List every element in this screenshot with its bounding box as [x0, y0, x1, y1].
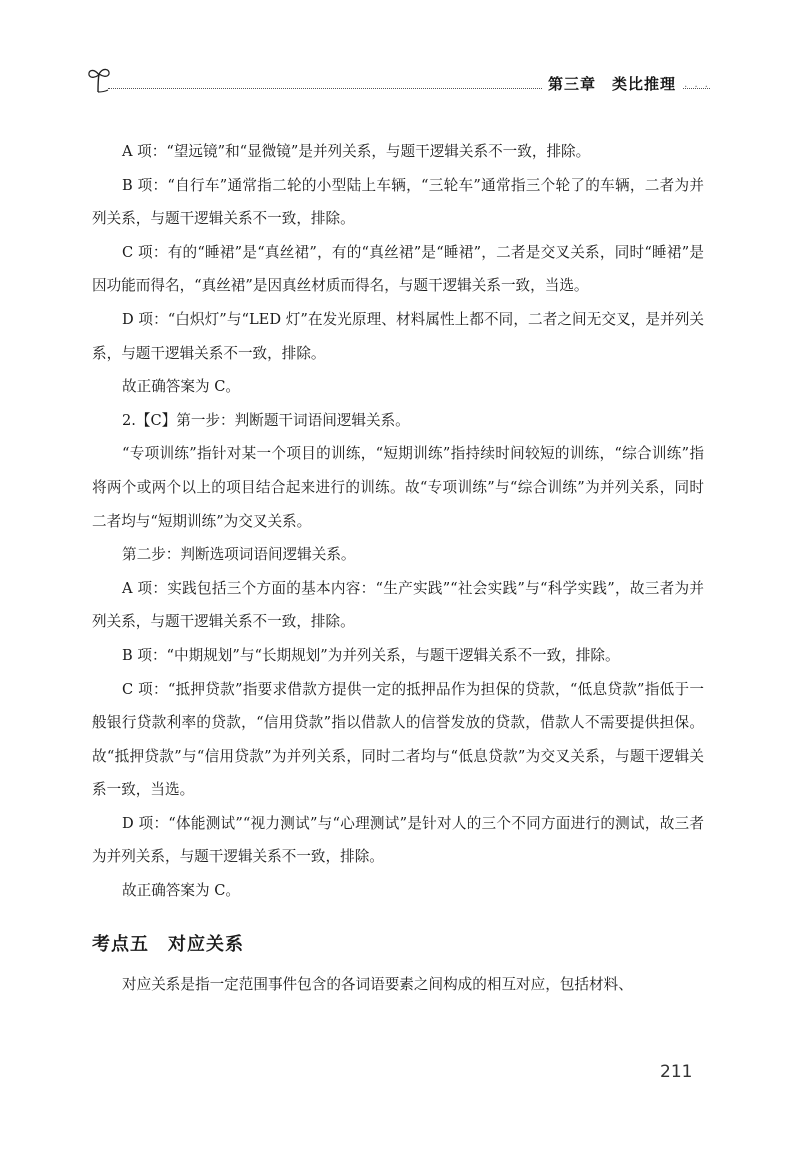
sprout-icon [86, 64, 112, 98]
section-heading: 考点五 对应关系 [92, 933, 244, 955]
running-header [86, 62, 710, 102]
page-body [92, 135, 704, 1001]
page-number: 211 [660, 1062, 693, 1082]
paragraph: A 项：“望远镜”和“显微镜”是并列关系，与题干逻辑关系不一致，排除。 [122, 143, 591, 160]
paragraph: 故正确答案为 C。 [122, 882, 240, 900]
paragraph: 对应关系是指一定范围事件包含的各词语要素之间构成的相互对应，包括材料、 [122, 975, 633, 993]
paragraph: D 项：“白炽灯”与“LED 灯”在发光原理、材料属性上都不同，二者之间无交叉，是并列关系，与题干逻辑关系不一致，排除。 [92, 310, 704, 362]
chapter-title: 第三章 类比推理 [542, 73, 682, 94]
paragraph: 第二步：判断选项词语间逻辑关系。 [122, 546, 356, 564]
paragraph: “专项训练”指针对某一个项目的训练，“短期训练”指持续时间较短的训练，“综合训练”指将两个或两个以上的项目结合起来进行的训练。故“专项训练”与“综合训练”为并列关系，同时二者均与“短期训练”为交叉关系。 [92, 445, 704, 530]
paragraph: C 项：“抵押贷款”指要求借款方提供一定的抵押品作为担保的贷款，“低息贷款”指低于一般银行贷款利率的贷款，“信用贷款”指以借款人的信誉发放的贷款，借款人不需要提供担保。故“抵押贷款”与“信用贷款”为并列关系，同时二者均与“低息贷款”为交叉关系，与题干逻辑关系一致，当选。 [92, 680, 704, 799]
paragraph: 故正确答案为 C。 [122, 378, 240, 396]
header-trailing-dots: · · · [684, 82, 710, 93]
paragraph: 2.【C】第一步：判断题干词语间逻辑关系。 [122, 411, 410, 429]
paragraph: C 项：有的“睡裙”是“真丝裙”，有的“真丝裙”是“睡裙”，二者是交叉关系，同时“睡裙”是因功能而得名，“真丝裙”是因真丝材质而得名，与题干逻辑关系一致，当选。 [92, 243, 704, 295]
paragraph: D 项：“体能测试”“视力测试”与“心理测试”是针对人的三个不同方面进行的测试，故三者为并列关系，与题干逻辑关系不一致，排除。 [92, 814, 704, 866]
paragraph: B 项：“中期规划”与“长期规划”为并列关系，与题干逻辑关系不一致，排除。 [122, 646, 620, 664]
paragraph: B 项：“自行车”通常指二轮的小型陆上车辆，“三轮车”通常指三个轮了的车辆，二者为并列关系，与题干逻辑关系不一致，排除。 [92, 176, 704, 228]
paragraph: A 项：实践包括三个方面的基本内容：“生产实践”“社会实践”与“科学实践”，故三者为并列关系，与题干逻辑关系不一致，排除。 [92, 579, 704, 631]
